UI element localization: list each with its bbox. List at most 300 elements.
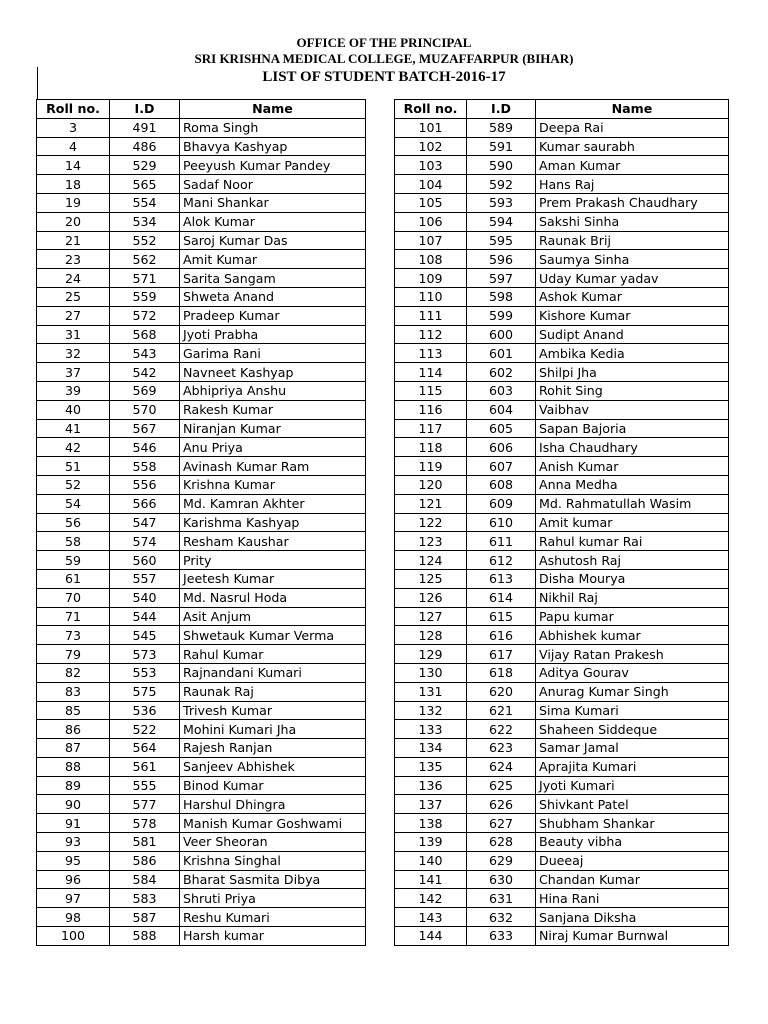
student-name-cell: Hans Raj	[536, 175, 729, 194]
roll-number-cell: 119	[395, 457, 467, 476]
student-id-cell: 631	[467, 889, 536, 908]
student-name-cell: Saroj Kumar Das	[180, 231, 366, 250]
roll-number-cell: 104	[395, 175, 467, 194]
student-id-cell: 534	[110, 212, 180, 231]
table-row	[395, 513, 729, 532]
roll-number-cell: 14	[37, 156, 110, 175]
student-name-cell: Sima Kumari	[536, 701, 729, 720]
student-id-cell: 593	[467, 193, 536, 212]
student-id-cell: 570	[110, 400, 180, 419]
table-row	[395, 344, 729, 363]
student-name-cell: Rajesh Ranjan	[180, 739, 366, 758]
roll-number-cell: 51	[37, 457, 110, 476]
table-row	[37, 175, 366, 194]
table-row	[37, 532, 366, 551]
student-id-cell: 573	[110, 645, 180, 664]
student-id-cell: 610	[467, 513, 536, 532]
table-row	[395, 137, 729, 156]
student-id-cell: 486	[110, 137, 180, 156]
student-id-cell: 601	[467, 344, 536, 363]
roll-number-cell: 95	[37, 851, 110, 870]
roll-number-cell: 123	[395, 532, 467, 551]
student-id-cell: 632	[467, 908, 536, 927]
student-id-cell: 574	[110, 532, 180, 551]
student-name-cell: Reshu Kumari	[180, 908, 366, 927]
table-row	[37, 137, 366, 156]
student-id-cell: 555	[110, 776, 180, 795]
student-id-cell: 605	[467, 419, 536, 438]
student-name-cell: Shaheen Siddeque	[536, 720, 729, 739]
roll-number-cell: 136	[395, 776, 467, 795]
student-name-cell: Shruti Priya	[180, 889, 366, 908]
table-row	[37, 776, 366, 795]
student-name-cell: Vijay Ratan Prakesh	[536, 645, 729, 664]
roll-number-cell: 127	[395, 607, 467, 626]
roll-number-cell: 79	[37, 645, 110, 664]
student-name-cell: Ambika Kedia	[536, 344, 729, 363]
student-id-cell: 615	[467, 607, 536, 626]
student-name-cell: Niraj Kumar Burnwal	[536, 927, 729, 946]
table-row	[395, 663, 729, 682]
table-row	[37, 400, 366, 419]
student-name-cell: Isha Chaudhary	[536, 438, 729, 457]
college-name: SRI KRISHNA MEDICAL COLLEGE, MUZAFFARPUR (BIHAR)	[194, 51, 574, 66]
student-name-cell: Trivesh Kumar	[180, 701, 366, 720]
student-name-cell: Sadaf Noor	[180, 175, 366, 194]
student-name-cell: Ashutosh Raj	[536, 551, 729, 570]
student-name-cell: Sakshi Sinha	[536, 212, 729, 231]
table-row	[37, 363, 366, 382]
roll-number-cell: 58	[37, 532, 110, 551]
student-id-cell: 562	[110, 250, 180, 269]
student-id-cell: 564	[110, 739, 180, 758]
student-name-cell: Avinash Kumar Ram	[180, 457, 366, 476]
student-id-cell: 590	[467, 156, 536, 175]
table-row	[395, 701, 729, 720]
table-row	[37, 870, 366, 889]
student-id-cell: 630	[467, 870, 536, 889]
table-row	[37, 193, 366, 212]
table-row	[395, 927, 729, 946]
student-id-cell: 609	[467, 494, 536, 513]
roll-number-cell: 40	[37, 400, 110, 419]
student-name-cell: Shwetauk Kumar Verma	[180, 626, 366, 645]
roll-number-cell: 133	[395, 720, 467, 739]
student-name-cell: Niranjan Kumar	[180, 419, 366, 438]
student-name-cell: Jyoti Prabha	[180, 325, 366, 344]
table-row	[37, 814, 366, 833]
column-header-roll: Roll no.	[395, 100, 467, 119]
student-id-cell: 542	[110, 363, 180, 382]
roll-number-cell: 39	[37, 381, 110, 400]
table-row	[395, 889, 729, 908]
column-header-id: I.D	[467, 100, 536, 119]
roll-number-cell: 97	[37, 889, 110, 908]
student-id-cell: 612	[467, 551, 536, 570]
table-row	[37, 663, 366, 682]
roll-number-cell: 88	[37, 757, 110, 776]
roll-number-cell: 42	[37, 438, 110, 457]
student-id-cell: 544	[110, 607, 180, 626]
table-row	[37, 908, 366, 927]
student-id-cell: 622	[467, 720, 536, 739]
roll-number-cell: 32	[37, 344, 110, 363]
student-id-cell: 628	[467, 833, 536, 852]
student-id-cell: 592	[467, 175, 536, 194]
table-row	[395, 626, 729, 645]
table-row	[395, 475, 729, 494]
roll-number-cell: 107	[395, 231, 467, 250]
student-id-cell: 603	[467, 381, 536, 400]
student-id-cell: 581	[110, 833, 180, 852]
student-name-cell: Mani Shankar	[180, 193, 366, 212]
roll-number-cell: 101	[395, 118, 467, 137]
table-row	[395, 851, 729, 870]
student-id-cell: 572	[110, 306, 180, 325]
roll-number-cell: 121	[395, 494, 467, 513]
column-header-name: Name	[536, 100, 729, 119]
student-name-cell: Navneet Kashyap	[180, 363, 366, 382]
student-id-cell: 522	[110, 720, 180, 739]
table-row	[37, 569, 366, 588]
student-id-cell: 600	[467, 325, 536, 344]
table-row	[37, 607, 366, 626]
roll-number-cell: 105	[395, 193, 467, 212]
table-row	[37, 588, 366, 607]
student-name-cell: Saumya Sinha	[536, 250, 729, 269]
table-row	[395, 776, 729, 795]
student-id-cell: 602	[467, 363, 536, 382]
student-id-cell: 596	[467, 250, 536, 269]
student-name-cell: Sudipt Anand	[536, 325, 729, 344]
roll-number-cell: 103	[395, 156, 467, 175]
student-name-cell: Rakesh Kumar	[180, 400, 366, 419]
student-name-cell: Krishna Kumar	[180, 475, 366, 494]
roll-number-cell: 96	[37, 870, 110, 889]
student-id-cell: 553	[110, 663, 180, 682]
student-name-cell: Anna Medha	[536, 475, 729, 494]
student-id-cell: 584	[110, 870, 180, 889]
table-row	[37, 381, 366, 400]
student-id-cell: 607	[467, 457, 536, 476]
student-name-cell: Anurag Kumar Singh	[536, 682, 729, 701]
student-id-cell: 614	[467, 588, 536, 607]
roll-number-cell: 24	[37, 269, 110, 288]
student-id-cell: 624	[467, 757, 536, 776]
student-name-cell: Abhishek kumar	[536, 626, 729, 645]
roll-number-cell: 56	[37, 513, 110, 532]
table-row	[37, 231, 366, 250]
roll-number-cell: 85	[37, 701, 110, 720]
table-row	[37, 682, 366, 701]
table-row	[395, 757, 729, 776]
roll-number-cell: 82	[37, 663, 110, 682]
student-id-cell: 625	[467, 776, 536, 795]
student-name-cell: Harshul Dhingra	[180, 795, 366, 814]
student-id-cell: 608	[467, 475, 536, 494]
student-name-cell: Rajnandani Kumari	[180, 663, 366, 682]
roll-number-cell: 27	[37, 306, 110, 325]
roll-number-cell: 110	[395, 287, 467, 306]
student-name-cell: Alok Kumar	[180, 212, 366, 231]
student-id-cell: 618	[467, 663, 536, 682]
roll-number-cell: 111	[395, 306, 467, 325]
table-row	[395, 193, 729, 212]
roll-number-cell: 106	[395, 212, 467, 231]
table-row	[395, 269, 729, 288]
student-name-cell: Bhavya Kashyap	[180, 137, 366, 156]
student-id-cell: 611	[467, 532, 536, 551]
table-row	[37, 720, 366, 739]
student-name-cell: Beauty vibha	[536, 833, 729, 852]
student-name-cell: Roma Singh	[180, 118, 366, 137]
student-id-cell: 536	[110, 701, 180, 720]
table-row	[395, 607, 729, 626]
roll-number-cell: 54	[37, 494, 110, 513]
table-row	[395, 494, 729, 513]
student-id-cell: 571	[110, 269, 180, 288]
student-id-cell: 569	[110, 381, 180, 400]
student-name-cell: Jyoti Kumari	[536, 776, 729, 795]
table-row	[37, 795, 366, 814]
table-row	[395, 363, 729, 382]
table-row	[37, 156, 366, 175]
roll-number-cell: 91	[37, 814, 110, 833]
student-id-cell: 565	[110, 175, 180, 194]
table-row	[37, 419, 366, 438]
student-name-cell: Rahul Kumar	[180, 645, 366, 664]
table-row	[37, 551, 366, 570]
table-row	[37, 457, 366, 476]
roll-number-cell: 20	[37, 212, 110, 231]
student-id-cell: 617	[467, 645, 536, 664]
list-title: LIST OF STUDENT BATCH-2016-17	[262, 69, 506, 85]
student-name-cell: Aditya Gourav	[536, 663, 729, 682]
table-row	[395, 720, 729, 739]
student-name-cell: Pradeep Kumar	[180, 306, 366, 325]
student-id-cell: 626	[467, 795, 536, 814]
roll-number-cell: 21	[37, 231, 110, 250]
table-row	[37, 889, 366, 908]
table-row	[395, 739, 729, 758]
table-row	[37, 833, 366, 852]
student-name-cell: Karishma Kashyap	[180, 513, 366, 532]
table-row	[395, 588, 729, 607]
student-id-cell: 554	[110, 193, 180, 212]
student-id-cell: 568	[110, 325, 180, 344]
roll-number-cell: 52	[37, 475, 110, 494]
roll-number-cell: 117	[395, 419, 467, 438]
student-name-cell: Shweta Anand	[180, 287, 366, 306]
student-id-cell: 546	[110, 438, 180, 457]
student-name-cell: Prity	[180, 551, 366, 570]
table-row	[37, 927, 366, 946]
student-name-cell: Bharat Sasmita Dibya	[180, 870, 366, 889]
office-title: OFFICE OF THE PRINCIPAL	[296, 35, 472, 50]
roll-number-cell: 25	[37, 287, 110, 306]
roll-number-cell: 141	[395, 870, 467, 889]
student-table-left	[36, 99, 366, 946]
roll-number-cell: 116	[395, 400, 467, 419]
student-name-cell: Papu kumar	[536, 607, 729, 626]
student-id-cell: 586	[110, 851, 180, 870]
table-row	[395, 250, 729, 269]
table-row	[37, 118, 366, 137]
table-row	[395, 325, 729, 344]
table-row	[395, 532, 729, 551]
student-name-cell: Abhipriya Anshu	[180, 381, 366, 400]
student-id-cell: 575	[110, 682, 180, 701]
roll-number-cell: 137	[395, 795, 467, 814]
table-row	[37, 494, 366, 513]
roll-number-cell: 128	[395, 626, 467, 645]
roll-number-cell: 23	[37, 250, 110, 269]
student-id-cell: 604	[467, 400, 536, 419]
roll-number-cell: 73	[37, 626, 110, 645]
roll-number-cell: 41	[37, 419, 110, 438]
student-table-right	[394, 99, 729, 946]
table-row	[37, 757, 366, 776]
roll-number-cell: 87	[37, 739, 110, 758]
student-name-cell: Uday Kumar yadav	[536, 269, 729, 288]
table-row	[395, 156, 729, 175]
roll-number-cell: 83	[37, 682, 110, 701]
table-row	[395, 645, 729, 664]
student-id-cell: 543	[110, 344, 180, 363]
border-line	[37, 67, 38, 100]
table-row	[395, 908, 729, 927]
table-row	[395, 381, 729, 400]
table-row	[395, 287, 729, 306]
student-id-cell: 540	[110, 588, 180, 607]
roll-number-cell: 112	[395, 325, 467, 344]
student-name-cell: Vaibhav	[536, 400, 729, 419]
table-row	[37, 325, 366, 344]
student-id-cell: 567	[110, 419, 180, 438]
student-id-cell: 491	[110, 118, 180, 137]
table-row	[37, 513, 366, 532]
student-id-cell: 621	[467, 701, 536, 720]
student-name-cell: Anu Priya	[180, 438, 366, 457]
student-name-cell: Sanjeev Abhishek	[180, 757, 366, 776]
roll-number-cell: 129	[395, 645, 467, 664]
table-row	[395, 870, 729, 889]
roll-number-cell: 4	[37, 137, 110, 156]
roll-number-cell: 126	[395, 588, 467, 607]
student-name-cell: Md. Nasrul Hoda	[180, 588, 366, 607]
student-name-cell: Amit kumar	[536, 513, 729, 532]
table-row	[37, 438, 366, 457]
roll-number-cell: 124	[395, 551, 467, 570]
table-row	[395, 457, 729, 476]
student-name-cell: Rahul kumar Rai	[536, 532, 729, 551]
student-name-cell: Asit Anjum	[180, 607, 366, 626]
student-id-cell: 627	[467, 814, 536, 833]
roll-number-cell: 18	[37, 175, 110, 194]
student-id-cell: 597	[467, 269, 536, 288]
student-id-cell: 595	[467, 231, 536, 250]
table-row	[37, 306, 366, 325]
roll-number-cell: 59	[37, 551, 110, 570]
roll-number-cell: 100	[37, 927, 110, 946]
roll-number-cell: 125	[395, 569, 467, 588]
table-row	[395, 419, 729, 438]
table-row	[37, 645, 366, 664]
student-id-cell: 557	[110, 569, 180, 588]
student-name-cell: Rohit Sing	[536, 381, 729, 400]
student-name-cell: Amit Kumar	[180, 250, 366, 269]
table-row	[37, 287, 366, 306]
table-row	[37, 212, 366, 231]
student-id-cell: 598	[467, 287, 536, 306]
table-row	[37, 739, 366, 758]
column-header-id: I.D	[110, 100, 180, 119]
student-name-cell: Shubham Shankar	[536, 814, 729, 833]
student-name-cell: Peeyush Kumar Pandey	[180, 156, 366, 175]
student-id-cell: 529	[110, 156, 180, 175]
column-header-roll: Roll no.	[37, 100, 110, 119]
student-name-cell: Disha Mourya	[536, 569, 729, 588]
table-row	[37, 344, 366, 363]
roll-number-cell: 130	[395, 663, 467, 682]
roll-number-cell: 114	[395, 363, 467, 382]
roll-number-cell: 135	[395, 757, 467, 776]
student-name-cell: Shilpi Jha	[536, 363, 729, 382]
table-row	[37, 250, 366, 269]
roll-number-cell: 61	[37, 569, 110, 588]
student-name-cell: Prem Prakash Chaudhary	[536, 193, 729, 212]
student-name-cell: Kumar saurabh	[536, 137, 729, 156]
roll-number-cell: 132	[395, 701, 467, 720]
student-id-cell: 547	[110, 513, 180, 532]
student-id-cell: 578	[110, 814, 180, 833]
student-name-cell: Garima Rani	[180, 344, 366, 363]
roll-number-cell: 115	[395, 381, 467, 400]
student-name-cell: Md. Rahmatullah Wasim	[536, 494, 729, 513]
student-id-cell: 545	[110, 626, 180, 645]
student-id-cell: 620	[467, 682, 536, 701]
student-name-cell: Raunak Brij	[536, 231, 729, 250]
student-name-cell: Veer Sheoran	[180, 833, 366, 852]
student-name-cell: Aprajita Kumari	[536, 757, 729, 776]
table-row	[395, 231, 729, 250]
student-name-cell: Samar Jamal	[536, 739, 729, 758]
table-row	[395, 438, 729, 457]
student-id-cell: 616	[467, 626, 536, 645]
roll-number-cell: 143	[395, 908, 467, 927]
roll-number-cell: 113	[395, 344, 467, 363]
roll-number-cell: 142	[395, 889, 467, 908]
student-name-cell: Md. Kamran Akhter	[180, 494, 366, 513]
student-id-cell: 588	[110, 927, 180, 946]
table-row	[395, 569, 729, 588]
student-id-cell: 623	[467, 739, 536, 758]
roll-number-cell: 118	[395, 438, 467, 457]
student-id-cell: 583	[110, 889, 180, 908]
table-row	[395, 118, 729, 137]
student-id-cell: 633	[467, 927, 536, 946]
student-name-cell: Mohini Kumari Jha	[180, 720, 366, 739]
student-name-cell: Harsh kumar	[180, 927, 366, 946]
student-id-cell: 606	[467, 438, 536, 457]
student-id-cell: 587	[110, 908, 180, 927]
student-name-cell: Aman Kumar	[536, 156, 729, 175]
roll-number-cell: 120	[395, 475, 467, 494]
student-name-cell: Binod Kumar	[180, 776, 366, 795]
roll-number-cell: 134	[395, 739, 467, 758]
table-row	[395, 833, 729, 852]
student-name-cell: Kishore Kumar	[536, 306, 729, 325]
